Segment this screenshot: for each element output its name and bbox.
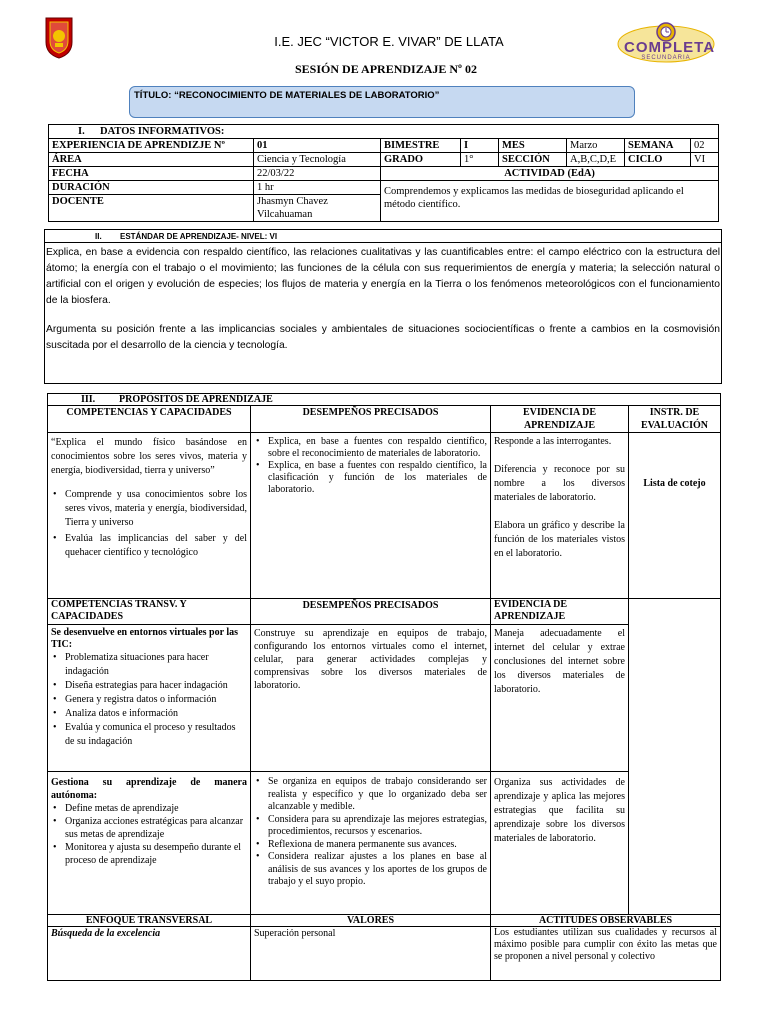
enfoque-value: Búsqueda de la excelencia (48, 927, 251, 981)
actividad-label: ACTIVIDAD (EdA) (381, 167, 719, 181)
lesson-title: TÍTULO: “RECONOCIMIENTO DE MATERIALES DE LABORATORIO” (134, 90, 440, 101)
mes-label: MES (499, 139, 567, 153)
autonomo-capacidad-item: • Define metas de aprendizaje (51, 802, 247, 815)
grado-value: 1° (461, 153, 499, 167)
actividad-value: Comprendemos y explicamos las medidas de bioseguridad aplicando el método científico. (381, 181, 719, 222)
competencia-main: “Explica el mundo físico basándose en conocimientos sobre los seres vivos, materia y energía, biodiversidad, tierra y universo” (51, 437, 247, 476)
ciclo-value: VI (691, 153, 719, 167)
grado-label: GRADO (381, 153, 461, 167)
header-valores: VALORES (251, 915, 491, 927)
autonomo-capacidad-item: • Monitorea y ajusta su desempeño durante el proceso de aprendizaje (51, 841, 247, 867)
tic-title: Se desenvuelve en entornos virtuales por las TIC: (51, 627, 239, 650)
header-desempenos-transv: DESEMPEÑOS PRECISADOS (251, 599, 491, 625)
section-iii-header (48, 394, 721, 406)
tic-capacidad-item: • Diseña estrategias para hacer indagación (51, 679, 247, 693)
logo-text: COMPLETA (624, 39, 716, 56)
datos-informativos-table (48, 124, 719, 222)
evidencia-cell (491, 433, 629, 599)
instrumento-value: Lista de cotejo (629, 433, 721, 599)
mes-value: Marzo (567, 139, 625, 153)
seccion-label: SECCIÓN (499, 153, 567, 167)
section-ii-title: ESTÁNDAR DE APRENDIZAJE- NIVEL: VI (120, 232, 278, 241)
tic-competencia-cell (48, 625, 251, 772)
bimestre-label: BIMESTRE (381, 139, 461, 153)
valor-value: Superación personal (251, 927, 491, 981)
autonomo-desempeno-item: • Considera para su aprendizaje las mejores estrategias, procedimientos, recursos y escenarios. (254, 814, 487, 839)
duracion-label: DURACIÓN (49, 181, 254, 195)
fecha-value: 22/03/22 (254, 167, 381, 181)
header-desempenos: DESEMPEÑOS PRECISADOS (251, 406, 491, 433)
autonomo-desempeno-item: • Reflexiona de manera permanente sus avances. (254, 839, 487, 852)
estandar-paragraph-2: Argumenta su posición frente a las implicancias sociales y ambientales de situaciones sociocientíficas o frente a cambios en la cosmovisión suscitada por el desarrollo de la ciencia y tecnología. (46, 324, 720, 351)
propositos-table (47, 393, 721, 981)
desempenos-cell (251, 433, 491, 599)
header-competencias-transv: COMPETENCIAS TRANSV. Y CAPACIDADES (48, 599, 251, 625)
section-iii-title: PROPÓSITOS DE APRENDIZAJE (119, 394, 273, 405)
lesson-title-box (129, 86, 635, 118)
area-label: ÁREA (49, 153, 254, 167)
autonomo-competencia-cell (48, 772, 251, 915)
header-evidencia: EVIDENCIA DE APRENDIZAJE (491, 406, 629, 433)
tic-capacidad-item: • Evalúa y comunica el proceso y resultados de su indagación (51, 721, 247, 749)
header-instrumento: INSTR. DE EVALUACIÓN (629, 406, 721, 433)
seccion-value: A,B,C,D,E (567, 153, 625, 167)
autonomo-desempeno-item: • Se organiza en equipos de trabajo considerando ser realista y específico y que lo organizado deba ser alcanzable y medible. (254, 776, 487, 814)
capacidad-item: • Comprende y usa conocimientos sobre los seres vivos, materia y energía, biodiversidad, Tierra y universo (51, 488, 247, 530)
school-name: I.E. JEC “VICTOR E. VIVAR” DE LLATA (274, 34, 504, 49)
logo-subtext: SECUNDARIA (641, 55, 691, 61)
competencia-main-cell (48, 433, 251, 599)
section-i-num: I. (78, 126, 85, 137)
tic-evidencia: Maneja adecuadamente el internet del celular y extrae conclusiones del internet sobre los diversos materiales de laboratorio. (491, 625, 629, 772)
section-i-title: DATOS INFORMATIVOS: (100, 126, 225, 137)
autonomo-evidencia: Organiza sus actividades de aprendizaje y aplica las mejores estrategias que facilita su aprendizaje sobre los diversos materiales de laboratorio. (491, 772, 629, 915)
header-evidencia-transv: EVIDENCIA DE APRENDIZAJE (491, 599, 629, 625)
capacidad-item: • Evalúa las implicancias del saber y del quehacer científico y tecnológico (51, 532, 247, 560)
tic-capacidad-item: • Genera y registra datos o información (51, 693, 247, 707)
instrumento-empty-cell (629, 599, 721, 915)
section-iii-num: III. (81, 394, 96, 405)
estandar-paragraph-1: Explica, en base a evidencia con respaldo científico, las relaciones cualitativas y las cuantificables entre: el campo eléctrico con la estructura del átomo; la energía con el trabajo o el movimiento; las funciones de la célula con sus requerimientos de energía y materia; la selección natural o artificial con el origen y evolución de especies; los flujos de materia y energía en la Tierra o los fenómenos meteorológicos con el funcionamiento de la biosfera. (46, 247, 720, 306)
docente-value: Jhasmyn Chavez Vilcahuaman (254, 195, 381, 222)
duracion-value: 1 hr (254, 181, 381, 195)
area-value: Ciencia y Tecnología (254, 153, 381, 167)
semana-value: 02 (691, 139, 719, 153)
session-title: SESIÓN DE APRENDIZAJE Nº 02 (295, 62, 477, 76)
desempeno-item: • Explica, en base a fuentes con respaldo científico, la clasificación y función de los materiales de laboratorio. (254, 460, 487, 496)
semana-label: SEMANA (625, 139, 691, 153)
autonomo-desempeno-item: • Considera realizar ajustes a los planes en base al análisis de sus avances y los aportes de los grupos de trabajo y el suyo propio. (254, 851, 487, 889)
estandar-box (44, 229, 722, 384)
autonomo-capacidad-item: • Organiza acciones estratégicas para alcanzar sus metas de aprendizaje (51, 815, 247, 841)
ciclo-label: CICLO (625, 153, 691, 167)
evidencia-item: Responde a las interrogantes. (494, 436, 612, 447)
section-i-header (49, 125, 719, 139)
section-ii-header (45, 230, 721, 243)
autonomo-title: Gestiona su aprendizaje de manera autónoma: (51, 777, 247, 801)
fecha-label: FECHA (49, 167, 254, 181)
exp-label: EXPERIENCIA DE APRENDIZJE Nº (49, 139, 254, 153)
tic-desempeno: Construye su aprendizaje en equipos de trabajo, configurando los entornos virtuales como el internet, celular, para generar actividades complejas y comprensivas sobre los diversos materiales de laboratorio. (251, 625, 491, 772)
section-ii-num: II. (95, 232, 102, 241)
actitud-value: Los estudiantes utilizan sus cualidades y recursos al máximo posible para cumplir con éxito las metas que se proponen a nivel personal y colectivo (491, 927, 721, 981)
bimestre-value: I (461, 139, 499, 153)
tic-capacidad-item: • Analiza datos e información (51, 707, 247, 721)
evidencia-item: Elabora un gráfico y describe la función de los materiales vistos en el laboratorio. (494, 520, 625, 559)
evidencia-item: Diferencia y reconoce por su nombre a los diversos materiales de laboratorio. (494, 464, 625, 503)
exp-value: 01 (254, 139, 381, 153)
header-competencias: COMPETENCIAS Y CAPACIDADES (48, 406, 251, 433)
tic-capacidad-item: • Problematiza situaciones para hacer indagación (51, 651, 247, 679)
header-enfoque: ENFOQUE TRANSVERSAL (48, 915, 251, 927)
autonomo-desempenos-cell (251, 772, 491, 915)
desempeno-item: • Explica, en base a fuentes con respaldo científico, sobre el reconocimiento de materiales de laboratorio. (254, 436, 487, 460)
header-actitudes: ACTITUDES OBSERVABLES (491, 915, 721, 927)
docente-label: DOCENTE (49, 195, 254, 222)
